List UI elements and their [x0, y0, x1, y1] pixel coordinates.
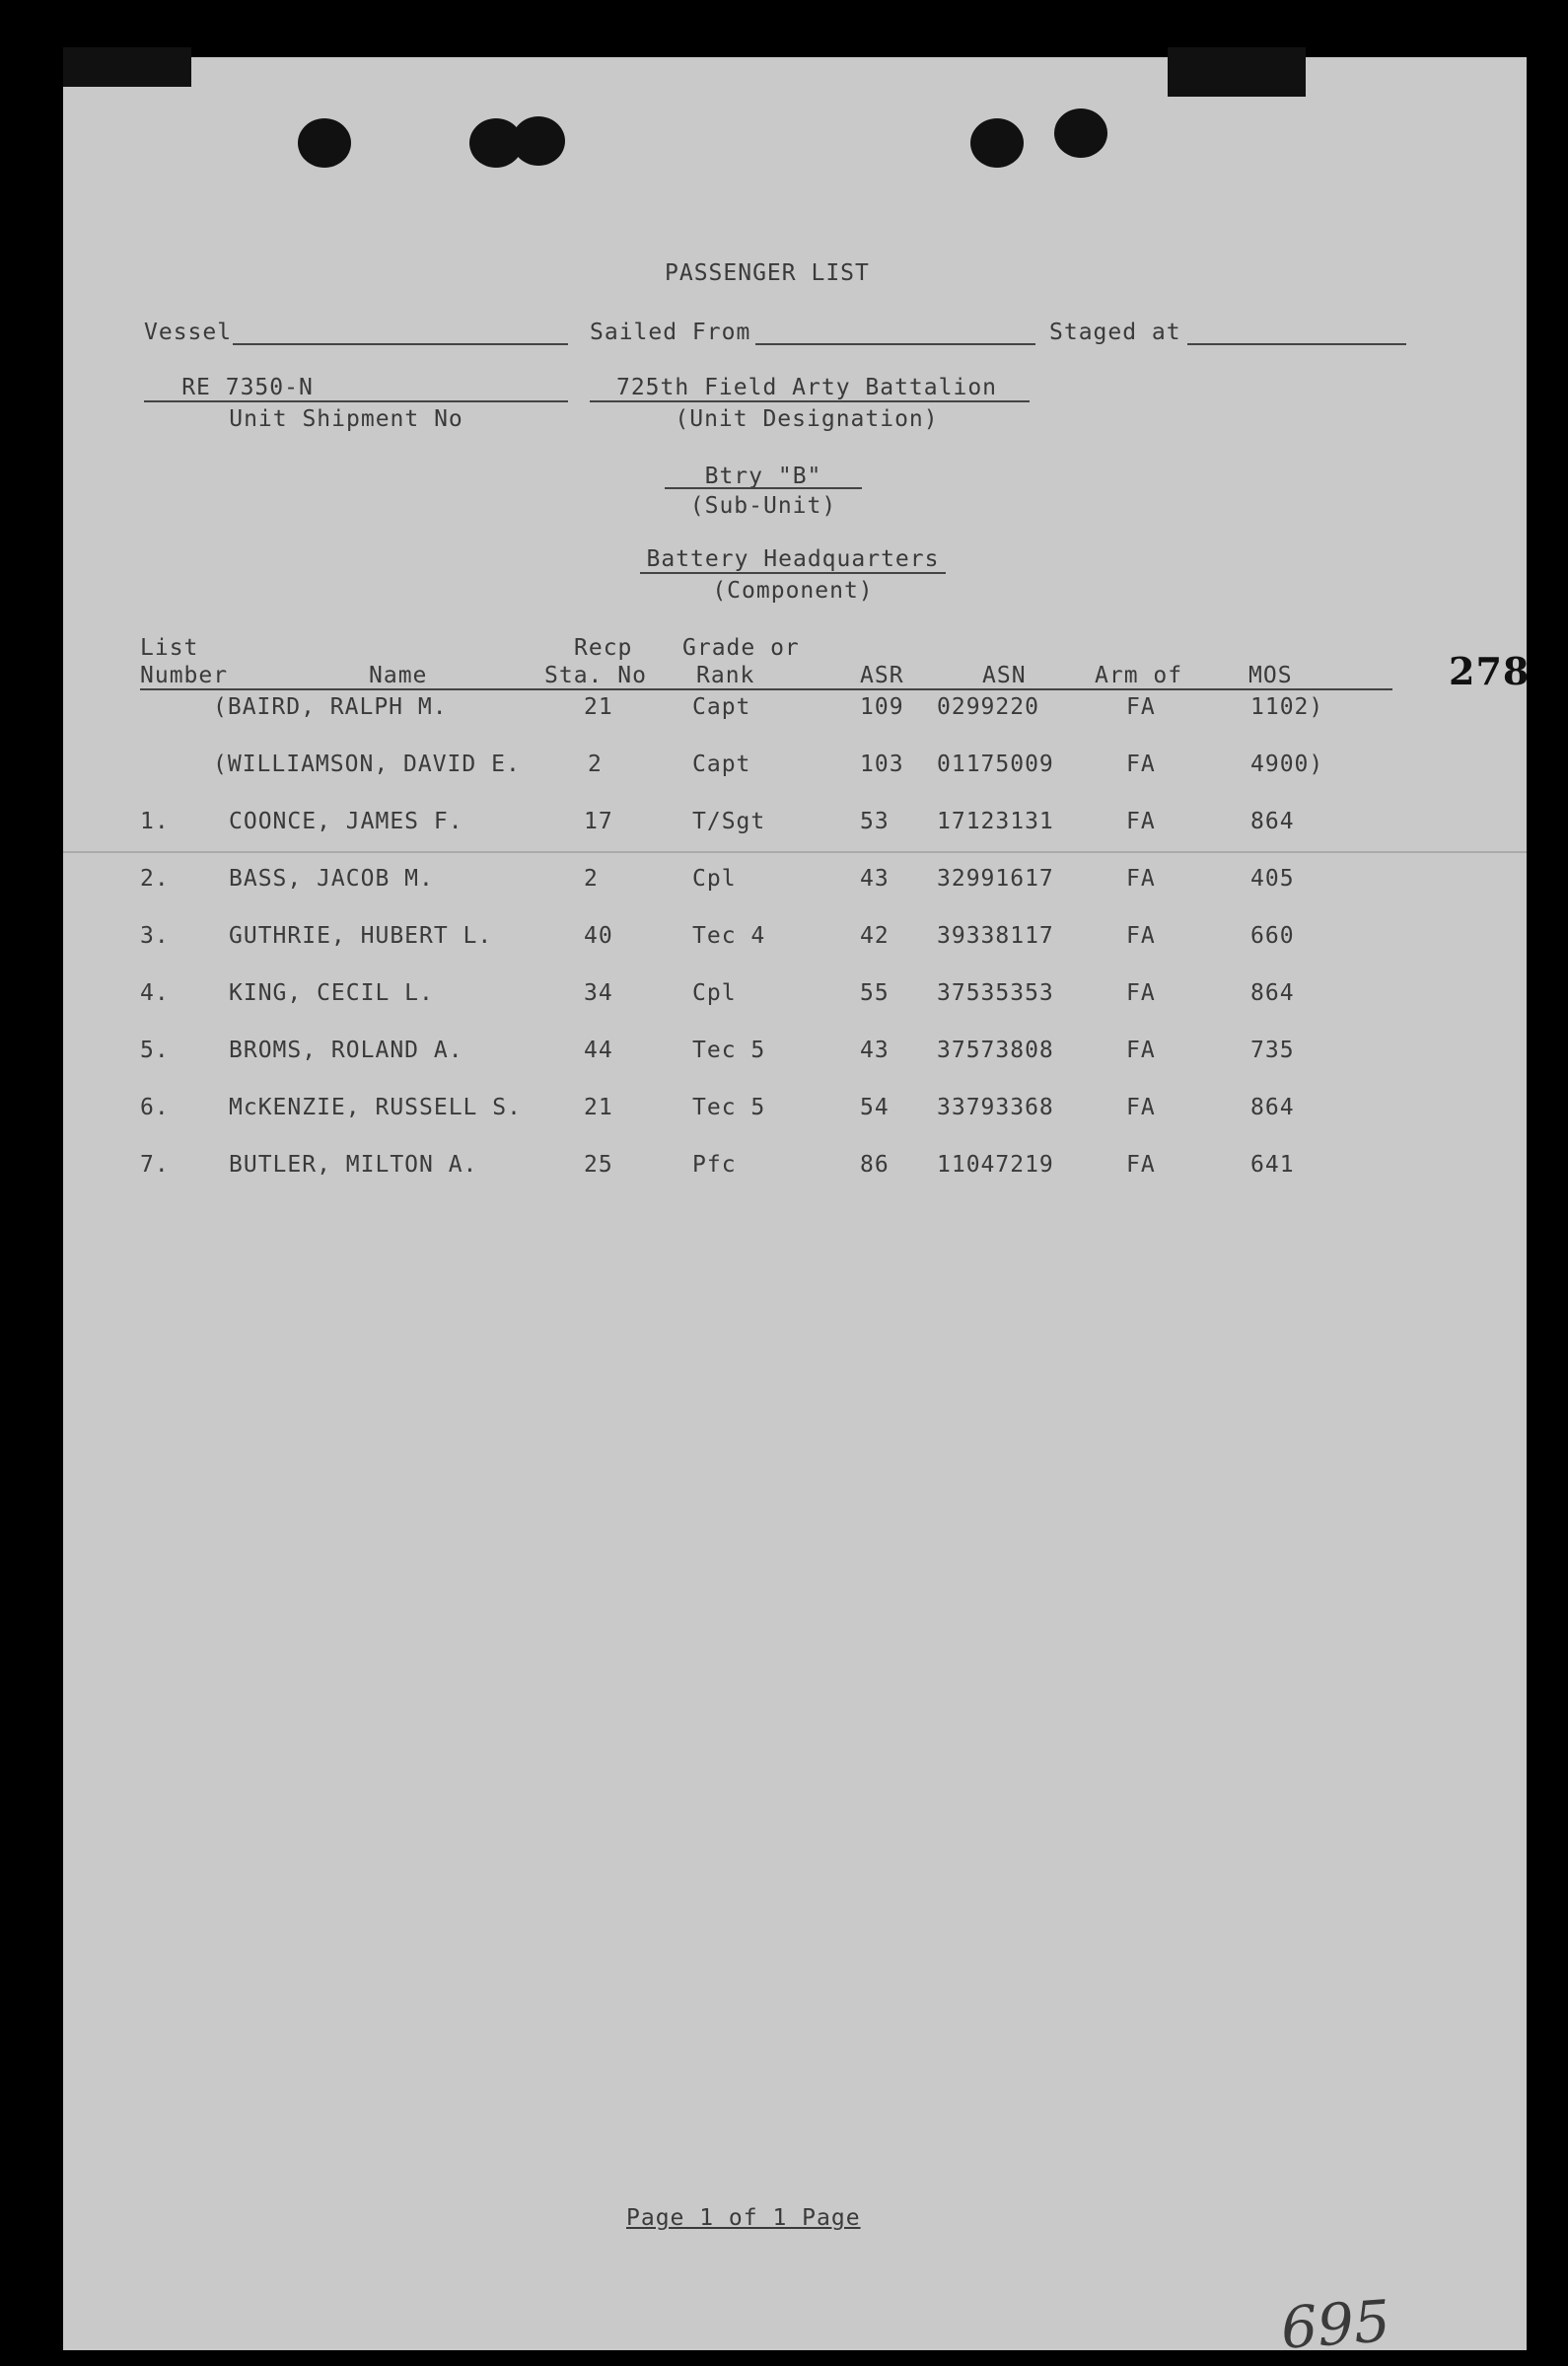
row-mos: 641	[1250, 1152, 1295, 1178]
row-asr: 42	[860, 923, 890, 949]
row-mos: 660	[1250, 923, 1295, 949]
row-recp: 2	[584, 866, 599, 892]
page-footer: Page 1 of 1 Page	[626, 2205, 861, 2231]
row-recp: 17	[584, 809, 613, 834]
unit-shipment-no: RE 7350-N	[181, 375, 314, 400]
unit-shipment-caption: Unit Shipment No	[229, 406, 463, 432]
row-asn: 37535353	[937, 980, 1054, 1006]
officer-mos: 4900)	[1250, 752, 1324, 777]
row-grade: T/Sgt	[692, 809, 766, 834]
row-number: 4.	[140, 980, 170, 1006]
row-asn: 17123131	[937, 809, 1054, 834]
row-arm: FA	[1126, 980, 1156, 1006]
vessel-label: Vessel	[144, 320, 233, 345]
sub-unit-line	[665, 487, 862, 489]
binder-hole-3	[512, 116, 565, 166]
row-grade: Cpl	[692, 980, 737, 1006]
component-line	[640, 572, 946, 574]
binder-hole-5	[1054, 108, 1107, 158]
header-rule	[140, 688, 1392, 690]
sub-unit: Btry "B"	[704, 464, 822, 489]
unit-designation-line	[590, 400, 1030, 402]
row-mos: 864	[1250, 980, 1295, 1006]
row-asn: 11047219	[937, 1152, 1054, 1178]
row-name: COONCE, JAMES F.	[229, 809, 463, 834]
row-asn: 33793368	[937, 1095, 1054, 1120]
staged-at-label: Staged at	[1049, 320, 1181, 345]
row-grade: Tec 4	[692, 923, 766, 949]
officer-recp: 2	[588, 752, 603, 777]
officer-asn: 01175009	[937, 752, 1054, 777]
col-mos: MOS	[1248, 663, 1293, 688]
handwritten-number: 695	[1278, 2287, 1392, 2362]
row-mos: 405	[1250, 866, 1295, 892]
row-number: 7.	[140, 1152, 170, 1178]
officer-asr: 103	[860, 752, 904, 777]
officer-asr: 109	[860, 694, 904, 720]
fold-crease	[63, 851, 1527, 853]
page-title: PASSENGER LIST	[665, 260, 870, 286]
row-asn: 37573808	[937, 1038, 1054, 1063]
unit-designation-caption: (Unit Designation)	[675, 406, 939, 432]
stamp-number: 278	[1449, 649, 1531, 693]
row-grade: Pfc	[692, 1152, 737, 1178]
unit-designation: 725th Field Arty Battalion	[615, 375, 998, 400]
row-number: 5.	[140, 1038, 170, 1063]
vessel-field	[233, 343, 568, 345]
officer-name: (BAIRD, RALPH M.	[213, 694, 448, 720]
col-list-number-2: Number	[140, 663, 229, 688]
col-asr: ASR	[860, 663, 904, 688]
row-recp: 44	[584, 1038, 613, 1063]
col-asn: ASN	[982, 663, 1027, 688]
sub-unit-caption: (Sub-Unit)	[689, 493, 837, 519]
row-arm: FA	[1126, 866, 1156, 892]
col-recp-1: Recp	[574, 635, 633, 661]
row-arm: FA	[1126, 923, 1156, 949]
officer-name: (WILLIAMSON, DAVID E.	[213, 752, 521, 777]
row-number: 1.	[140, 809, 170, 834]
officer-arm: FA	[1126, 752, 1156, 777]
row-mos: 735	[1250, 1038, 1295, 1063]
torn-edge-right	[1168, 47, 1306, 97]
row-asr: 55	[860, 980, 890, 1006]
row-name: BUTLER, MILTON A.	[229, 1152, 478, 1178]
torn-edge-left	[63, 47, 191, 87]
component: Battery Headquarters	[646, 546, 940, 572]
row-mos: 864	[1250, 1095, 1295, 1120]
row-asr: 53	[860, 809, 890, 834]
row-arm: FA	[1126, 1095, 1156, 1120]
row-mos: 864	[1250, 809, 1295, 834]
row-recp: 25	[584, 1152, 613, 1178]
row-name: KING, CECIL L.	[229, 980, 434, 1006]
row-name: BASS, JACOB M.	[229, 866, 434, 892]
col-recp-2: Sta. No	[544, 663, 647, 688]
row-grade: Tec 5	[692, 1038, 766, 1063]
officer-recp: 21	[584, 694, 613, 720]
row-recp: 40	[584, 923, 613, 949]
row-recp: 21	[584, 1095, 613, 1120]
sailed-from-label: Sailed From	[590, 320, 751, 345]
col-arm: Arm of	[1095, 663, 1183, 688]
row-grade: Tec 5	[692, 1095, 766, 1120]
row-recp: 34	[584, 980, 613, 1006]
binder-hole-4	[970, 118, 1024, 168]
row-asr: 43	[860, 866, 890, 892]
col-grade-1: Grade or	[682, 635, 800, 661]
col-name: Name	[369, 663, 428, 688]
officer-grade: Capt	[692, 752, 751, 777]
row-asr: 54	[860, 1095, 890, 1120]
row-number: 3.	[140, 923, 170, 949]
sailed-from-field	[755, 343, 1035, 345]
component-caption: (Component)	[712, 578, 874, 604]
row-name: McKENZIE, RUSSELL S.	[229, 1095, 522, 1120]
staged-at-field	[1187, 343, 1406, 345]
document-page	[63, 57, 1531, 2362]
unit-shipment-line	[144, 400, 568, 402]
row-asr: 43	[860, 1038, 890, 1063]
officer-arm: FA	[1126, 694, 1156, 720]
row-asr: 86	[860, 1152, 890, 1178]
officer-grade: Capt	[692, 694, 751, 720]
row-arm: FA	[1126, 1152, 1156, 1178]
officer-mos: 1102)	[1250, 694, 1324, 720]
col-grade-2: Rank	[696, 663, 755, 688]
binder-hole-1	[298, 118, 351, 168]
row-name: GUTHRIE, HUBERT L.	[229, 923, 493, 949]
row-number: 2.	[140, 866, 170, 892]
officer-asn: 0299220	[937, 694, 1039, 720]
row-name: BROMS, ROLAND A.	[229, 1038, 463, 1063]
row-number: 6.	[140, 1095, 170, 1120]
row-asn: 39338117	[937, 923, 1054, 949]
row-asn: 32991617	[937, 866, 1054, 892]
row-arm: FA	[1126, 1038, 1156, 1063]
col-list-number-1: List	[140, 635, 199, 661]
row-arm: FA	[1126, 809, 1156, 834]
row-grade: Cpl	[692, 866, 737, 892]
